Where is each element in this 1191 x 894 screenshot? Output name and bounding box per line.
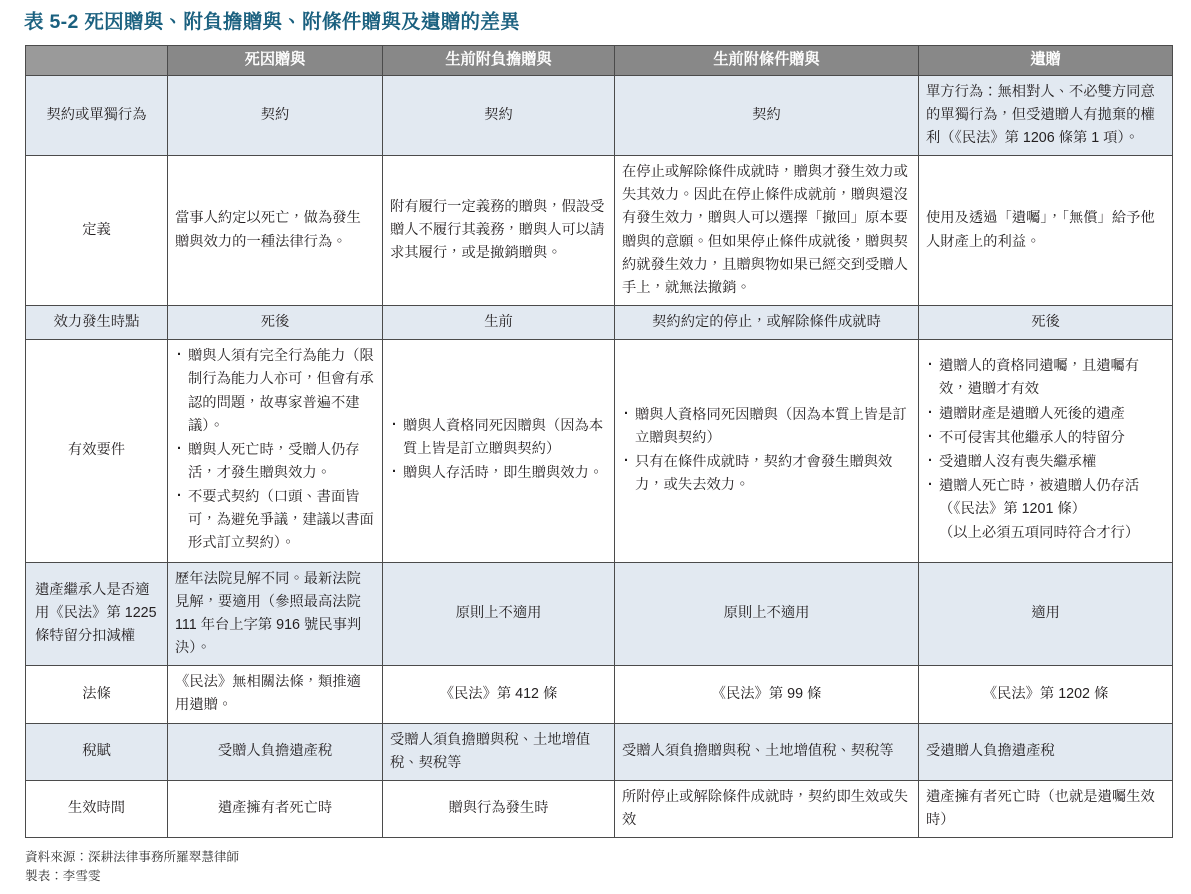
cell-burdened-gift: 生前 [383, 306, 615, 340]
bullet-item: · 遺贈人的資格同遺囑，且遺囑有效，遺贈才有效 [926, 355, 1165, 401]
cell-conditional-gift: 受贈人須負擔贈與稅、土地增值稅、契稅等 [615, 723, 919, 780]
cell-bequest: 受遺贈人負擔遺產稅 [919, 723, 1173, 780]
cell-burdened-gift: 契約 [383, 75, 615, 155]
cell-conditional-gift: 原則上不適用 [615, 562, 919, 666]
bullet-item: · 贈與人資格同死因贈與（因為本質上皆是訂立贈與契約） [390, 415, 607, 461]
header-col-burdened-gift: 生前附負擔贈與 [383, 46, 615, 76]
cell-death-gift: 受贈人負擔遺產稅 [168, 723, 383, 780]
bullet-item: · 贈與人須有完全行為能力（限制行為能力人亦可，但會有承認的問題，故專家普遍不建議）。 [175, 345, 375, 438]
cell-death-gift: 死後 [168, 306, 383, 340]
row-label: 定義 [26, 156, 168, 306]
bullet-list [390, 415, 607, 485]
credits-block [25, 848, 239, 886]
cell-bequest [919, 340, 1173, 562]
cell-conditional-gift: 契約 [615, 75, 919, 155]
table-row [26, 723, 1173, 780]
cell-burdened-gift: 贈與行為發生時 [383, 780, 615, 837]
table-row [26, 156, 1173, 306]
table-row [26, 75, 1173, 155]
bullet-item: · 只有在條件成就時，契約才會發生贈與效力，或失去效力。 [622, 451, 911, 497]
cell-death-gift: 當事人約定以死亡，做為發生贈與效力的一種法律行為。 [168, 156, 383, 306]
cell-death-gift [168, 340, 383, 562]
cell-death-gift: 遺產擁有者死亡時 [168, 780, 383, 837]
credit-source: 資料來源：深耕法律事務所羅翠慧律師 [25, 850, 240, 864]
comparison-table [25, 45, 1173, 838]
bullet-item: · 不可侵害其他繼承人的特留分 [926, 427, 1165, 450]
header-col-bequest: 遺贈 [919, 46, 1173, 76]
cell-conditional-gift: 在停止或解除條件成就時，贈與才發生效力或失其效力。因此在停止條件成就前，贈與還沒有發生效力，贈與人可以選擇「撤回」原本要贈與的意願。但如果停止條件成就後，贈與契約就發生效力，且贈與物如果已經交到受贈人手上，就無法撤銷。 [615, 156, 919, 306]
cell-bequest: 死後 [919, 306, 1173, 340]
cell-death-gift: 契約 [168, 75, 383, 155]
comparison-table-container [25, 45, 1172, 838]
bullet-item-note: （以上必須五項同時符合才行） [939, 525, 1140, 542]
row-label: 有效要件 [26, 340, 168, 562]
cell-bequest: 適用 [919, 562, 1173, 666]
bullet-item: · 贈與人死亡時，受贈人仍存活，才發生贈與效力。 [175, 439, 375, 485]
cell-conditional-gift: 《民法》第 99 條 [615, 666, 919, 723]
row-label: 稅賦 [26, 723, 168, 780]
cell-bequest: 遺產擁有者死亡時（也就是遺囑生效時） [919, 780, 1173, 837]
cell-death-gift: 歷年法院見解不同。最新法院見解，要適用（參照最高法院 111 年台上字第 916 號民事判決）。 [168, 562, 383, 666]
table-row [26, 306, 1173, 340]
table-title: 表 5-2 死因贈與、附負擔贈與、附條件贈與及遺贈的差異 [24, 11, 520, 33]
table-row [26, 666, 1173, 723]
bullet-item: · 受遺贈人沒有喪失繼承權 [926, 451, 1165, 474]
row-label: 效力發生時點 [26, 306, 168, 340]
cell-bequest: 單方行為：無相對人、不必雙方同意的單獨行為，但受遺贈人有拋棄的權利（《民法》第 1206 條第 1 項）。 [919, 75, 1173, 155]
cell-death-gift: 《民法》無相關法條，類推適用遺贈。 [168, 666, 383, 723]
credit-author: 製表：李雪雯 [25, 869, 101, 883]
bullet-item: · 贈與人存活時，即生贈與效力。 [390, 462, 607, 485]
cell-burdened-gift: 受贈人須負擔贈與稅、土地增值稅、契稅等 [383, 723, 615, 780]
table-row [26, 562, 1173, 666]
bullet-item: · 遺贈人死亡時，被遺贈人仍存活（《民法》第 1201 條） [926, 475, 1165, 521]
header-corner-cell [26, 46, 168, 76]
cell-conditional-gift: 所附停止或解除條件成就時，契約即生效或失效 [615, 780, 919, 837]
cell-conditional-gift: 契約約定的停止，或解除條件成就時 [615, 306, 919, 340]
cell-burdened-gift: 原則上不適用 [383, 562, 615, 666]
bullet-item: · 不要式契約（口頭、書面皆可，為避免爭議，建議以書面形式訂立契約）。 [175, 486, 375, 555]
row-label: 遺產繼承人是否適用《民法》第 1225 條特留分扣減權 [26, 562, 168, 666]
cell-burdened-gift [383, 340, 615, 562]
bullet-item: · 贈與人資格同死因贈與（因為本質上皆是訂立贈與契約） [622, 404, 911, 450]
table-row [26, 340, 1173, 562]
row-label: 生效時間 [26, 780, 168, 837]
table-row [26, 780, 1173, 837]
cell-burdened-gift: 附有履行一定義務的贈與，假設受贈人不履行其義務，贈與人可以請求其履行，或是撤銷贈與。 [383, 156, 615, 306]
table-header [26, 46, 1173, 76]
bullet-list [175, 345, 375, 555]
bullet-list [622, 404, 911, 498]
cell-burdened-gift: 《民法》第 412 條 [383, 666, 615, 723]
bullet-item: · 遺贈財產是遺贈人死後的遺產 [926, 403, 1165, 426]
row-label: 契約或單獨行為 [26, 75, 168, 155]
bullet-list [926, 355, 1165, 545]
header-col-death-gift: 死因贈與 [168, 46, 383, 76]
header-row [26, 46, 1173, 76]
cell-bequest: 《民法》第 1202 條 [919, 666, 1173, 723]
table-body [26, 75, 1173, 838]
cell-conditional-gift [615, 340, 919, 562]
row-label: 法條 [26, 666, 168, 723]
header-col-conditional-gift: 生前附條件贈與 [615, 46, 919, 76]
cell-bequest: 使用及透過「遺囑」，「無償」給予他人財產上的利益。 [919, 156, 1173, 306]
